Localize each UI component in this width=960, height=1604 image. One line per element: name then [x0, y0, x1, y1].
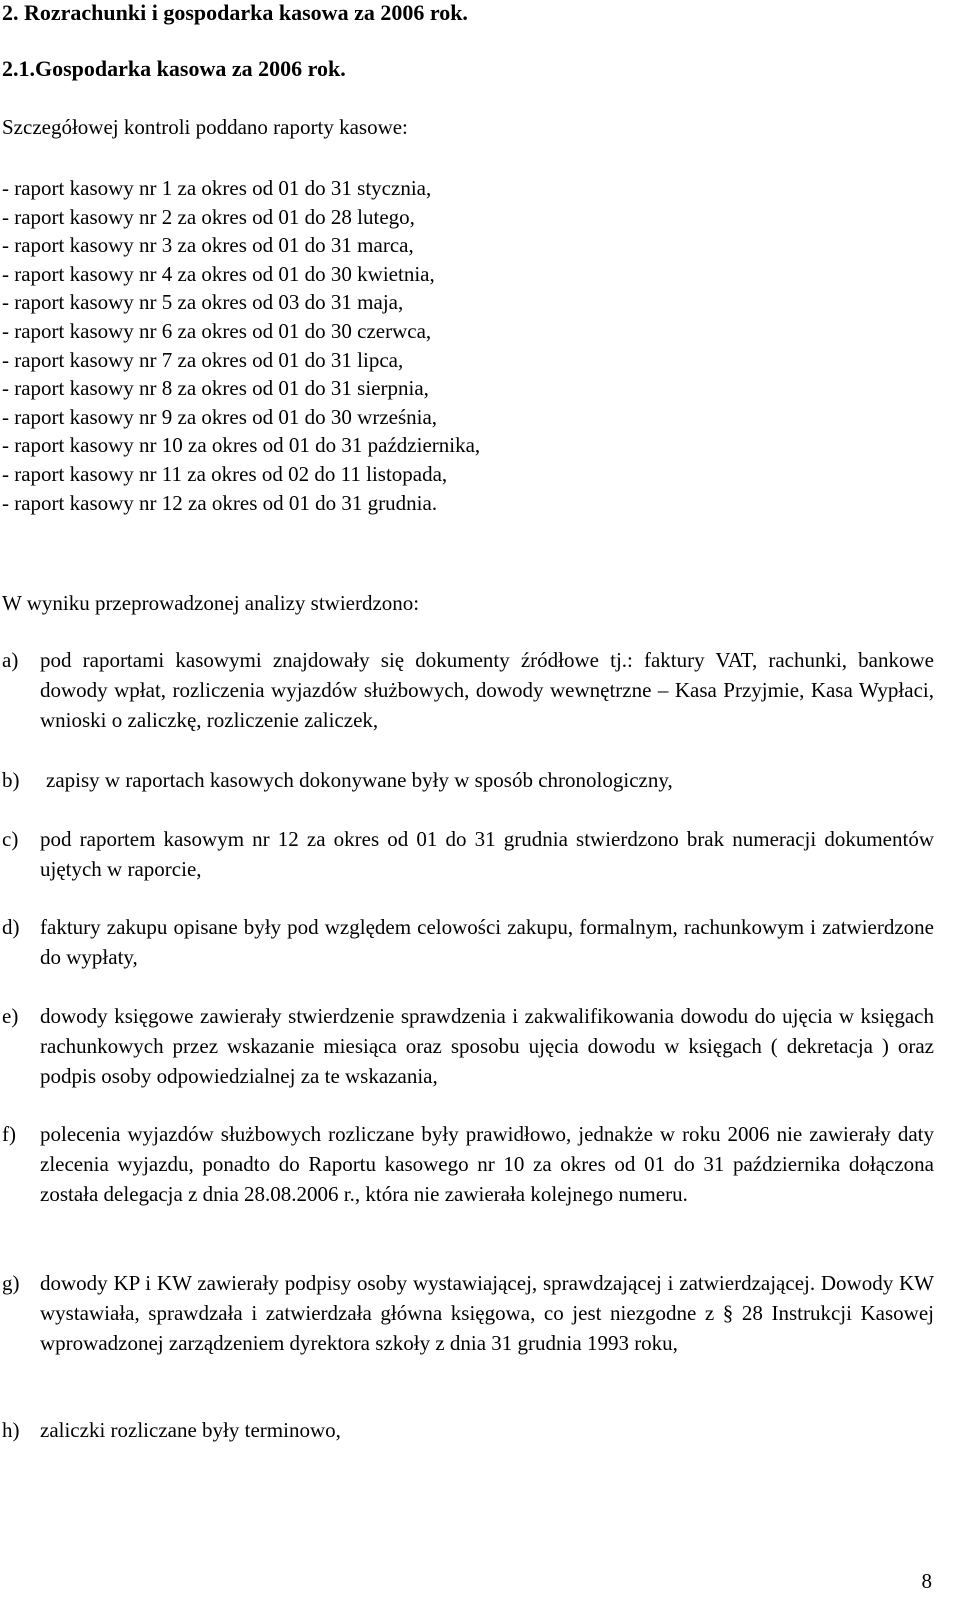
list-item: - raport kasowy nr 10 za okres od 01 do 31 października,: [2, 433, 481, 458]
finding-label: f): [2, 1122, 16, 1146]
finding-text: zapisy w raportach kasowych dokonywane były w sposób chronologiczny,: [46, 768, 673, 792]
finding-text: pod raportami kasowymi znajdowały się dokumenty źródłowe tj.: faktury VAT, rachunki, bankowe dowody wpłat, rozliczenia wyjazdów służbowych, dowody wewnętrzne – Kasa Przyjmie, Kasa Wypłaci, wnioski o zaliczkę, rozliczenie zaliczek,: [40, 648, 934, 732]
list-item: - raport kasowy nr 1 za okres od 01 do 31 stycznia,: [2, 176, 432, 200]
finding-h: [2, 1415, 934, 1445]
findings-intro: W wyniku przeprowadzonej analizy stwierdzono:: [2, 591, 420, 615]
finding-label: g): [2, 1271, 20, 1295]
list-item: - raport kasowy nr 8 za okres od 01 do 31 sierpnia,: [2, 376, 429, 401]
finding-label: b): [2, 768, 20, 792]
list-item: - raport kasowy nr 12 za okres od 01 do 31 grudnia.: [2, 490, 438, 515]
finding-text: pod raportem kasowym nr 12 za okres od 01 do 31 grudnia stwierdzono brak numeracji dokumentów ujętych w raporcie,: [40, 827, 934, 881]
finding-text: dowody KP i KW zawierały podpisy osoby wystawiającej, sprawdzającej i zatwierdzającej. Dowody KW wystawiała, sprawdzała i zatwierdzała główna księgowa, co jest niezgodne z § 28 Instrukcji Kasowej wprowadzonej zarządzeniem dyrektora szkoły z dnia 31 grudnia 1993 roku,: [40, 1271, 934, 1355]
finding-label: a): [2, 648, 19, 672]
section-heading: 2. Rozrachunki i gospodarka kasowa za 2006 rok.: [2, 0, 468, 25]
finding-c: [2, 824, 934, 884]
finding-d: [2, 912, 934, 972]
list-item: - raport kasowy nr 5 za okres od 03 do 31 maja,: [2, 290, 404, 315]
list-item: - raport kasowy nr 6 za okres od 01 do 30 czerwca,: [2, 318, 432, 343]
list-item: - raport kasowy nr 3 za okres od 01 do 31 marca,: [2, 233, 414, 258]
list-item: - raport kasowy nr 2 za okres od 01 do 28 lutego,: [2, 204, 415, 229]
list-item: - raport kasowy nr 7 za okres od 01 do 31 lipca,: [2, 347, 404, 372]
finding-b: [2, 765, 934, 795]
list-item: - raport kasowy nr 11 za okres od 02 do 11 listopada,: [2, 461, 448, 486]
intro-text: Szczegółowej kontroli poddano raporty kasowe:: [2, 115, 408, 139]
finding-text: faktury zakupu opisane były pod względem celowości zakupu, formalnym, rachunkowym i zatwierdzone do wypłaty,: [40, 915, 934, 969]
finding-e: [2, 1001, 934, 1091]
finding-f: [2, 1119, 934, 1209]
subsection-heading: 2.1.Gospodarka kasowa za 2006 rok.: [2, 56, 346, 81]
list-item: - raport kasowy nr 4 za okres od 01 do 30 kwietnia,: [2, 261, 435, 286]
finding-a: [2, 645, 934, 735]
finding-label: e): [2, 1004, 19, 1028]
finding-text: dowody księgowe zawierały stwierdzenie sprawdzenia i zakwalifikowania dowodu do ujęcia w księgach rachunkowych przez wskazanie miesiąca oraz sposobu ujęcia dowodu w księgach ( dekretacja ) oraz podpis osoby odpowiedzialnej za te wskazania,: [40, 1004, 934, 1088]
page-number: 8: [921, 1569, 932, 1593]
finding-label: h): [2, 1418, 20, 1442]
finding-text: polecenia wyjazdów służbowych rozliczane były prawidłowo, jednakże w roku 2006 nie zawierały daty zlecenia wyjazdu, ponadto do Raportu kasowego nr 10 za okres od 01 do 31 października dołączona została delegacja z dnia 28.08.2006 r., która nie zawierała kolejnego numeru.: [40, 1122, 934, 1206]
finding-label: d): [2, 915, 20, 939]
list-item: - raport kasowy nr 9 za okres od 01 do 30 września,: [2, 404, 438, 429]
finding-label: c): [2, 827, 19, 851]
finding-g: [2, 1268, 934, 1358]
finding-text: zaliczki rozliczane były terminowo,: [40, 1418, 341, 1442]
cash-report-list: [2, 174, 480, 517]
